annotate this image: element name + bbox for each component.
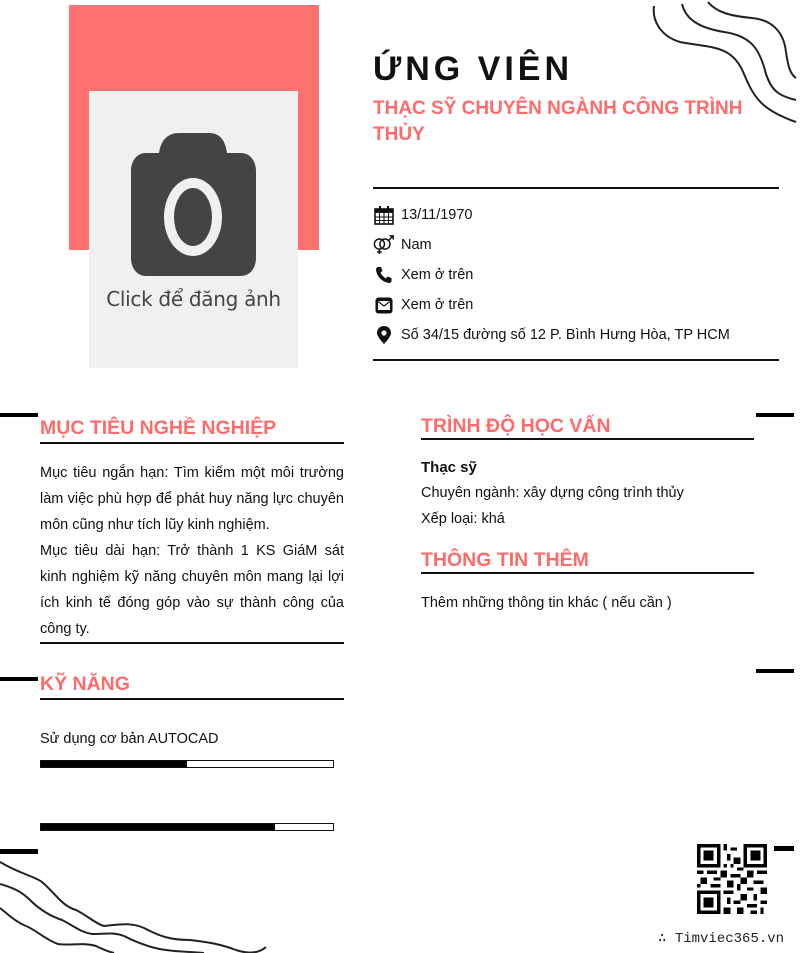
education-underline (421, 438, 754, 440)
objective-short-term: Mục tiêu ngắn hạn: Tìm kiếm một môi trường làm việc phù hợp để phát huy năng lực chuyên môn cũng như tích lũy kinh nghiệm. (40, 465, 344, 533)
birthdate-value: 13/11/1970 (401, 207, 473, 223)
wave-decoration-bottom-icon (0, 850, 280, 953)
camera-icon (131, 133, 256, 276)
gender-icon (373, 235, 395, 255)
address-value: Số 34/15 đường số 12 P. Bình Hưng Hòa, TP HCM (401, 327, 730, 343)
skill-level-bar (40, 823, 334, 831)
photo-upload-button[interactable] (89, 91, 298, 368)
location-pin-icon (373, 325, 395, 345)
brand-watermark: ∴ Timviec365.vn (658, 931, 785, 947)
email-icon (373, 295, 395, 315)
candidate-name: ỨNG VIÊN (373, 50, 574, 88)
skill-level-fill (41, 761, 187, 767)
skill-level-bar (40, 760, 334, 768)
deco-dash (0, 677, 38, 681)
contact-birthdate (373, 200, 773, 230)
photo-caption: Click để đăng ảnh (106, 287, 281, 311)
contact-address (373, 320, 773, 350)
skills-underline (40, 698, 344, 700)
contact-list (373, 200, 773, 350)
contact-gender (373, 230, 773, 260)
objective-long-term: Mục tiêu dài hạn: Trở thành 1 KS GiáM sát kinh nghiệm kỹ năng chuyên môn mang lại lợi ích kinh tế đóng góp vào sự thành công của công ty. (40, 543, 344, 637)
phone-icon (373, 265, 395, 285)
candidate-title: THẠC SỸ CHUYÊN NGÀNH CÔNG TRÌNH THỦY (373, 98, 743, 145)
deco-dash (774, 846, 794, 851)
contact-email (373, 290, 773, 320)
education-grade: Xếp loại: khá (421, 511, 505, 527)
gender-value: Nam (401, 237, 432, 253)
skill-label: Sử dụng cơ bản AUTOCAD (40, 731, 219, 747)
email-value[interactable]: Xem ở trên (401, 297, 474, 313)
qr-code-icon (697, 844, 767, 914)
additional-heading: THÔNG TIN THÊM (421, 549, 589, 571)
education-degree: Thạc sỹ (421, 459, 477, 476)
skill-level-fill (41, 824, 275, 830)
divider (373, 187, 779, 189)
deco-dash (756, 669, 794, 673)
objective-bottom-line (40, 642, 344, 644)
additional-underline (421, 572, 754, 574)
deco-dash (0, 413, 38, 417)
deco-dash (756, 413, 794, 417)
objective-heading: MỤC TIÊU NGHỀ NGHIỆP (40, 417, 277, 439)
objective-underline (40, 442, 344, 444)
phone-value[interactable]: Xem ở trên (401, 267, 474, 283)
additional-text: Thêm những thông tin khác ( nếu cần ) (421, 595, 672, 611)
education-major: Chuyên ngành: xây dựng công trình thủy (421, 485, 684, 501)
deco-dash (0, 849, 38, 854)
calendar-icon (373, 205, 395, 225)
skills-heading: KỸ NĂNG (40, 673, 130, 695)
divider (373, 359, 779, 361)
contact-phone (373, 260, 773, 290)
education-heading: TRÌNH ĐỘ HỌC VẤN (421, 415, 611, 437)
